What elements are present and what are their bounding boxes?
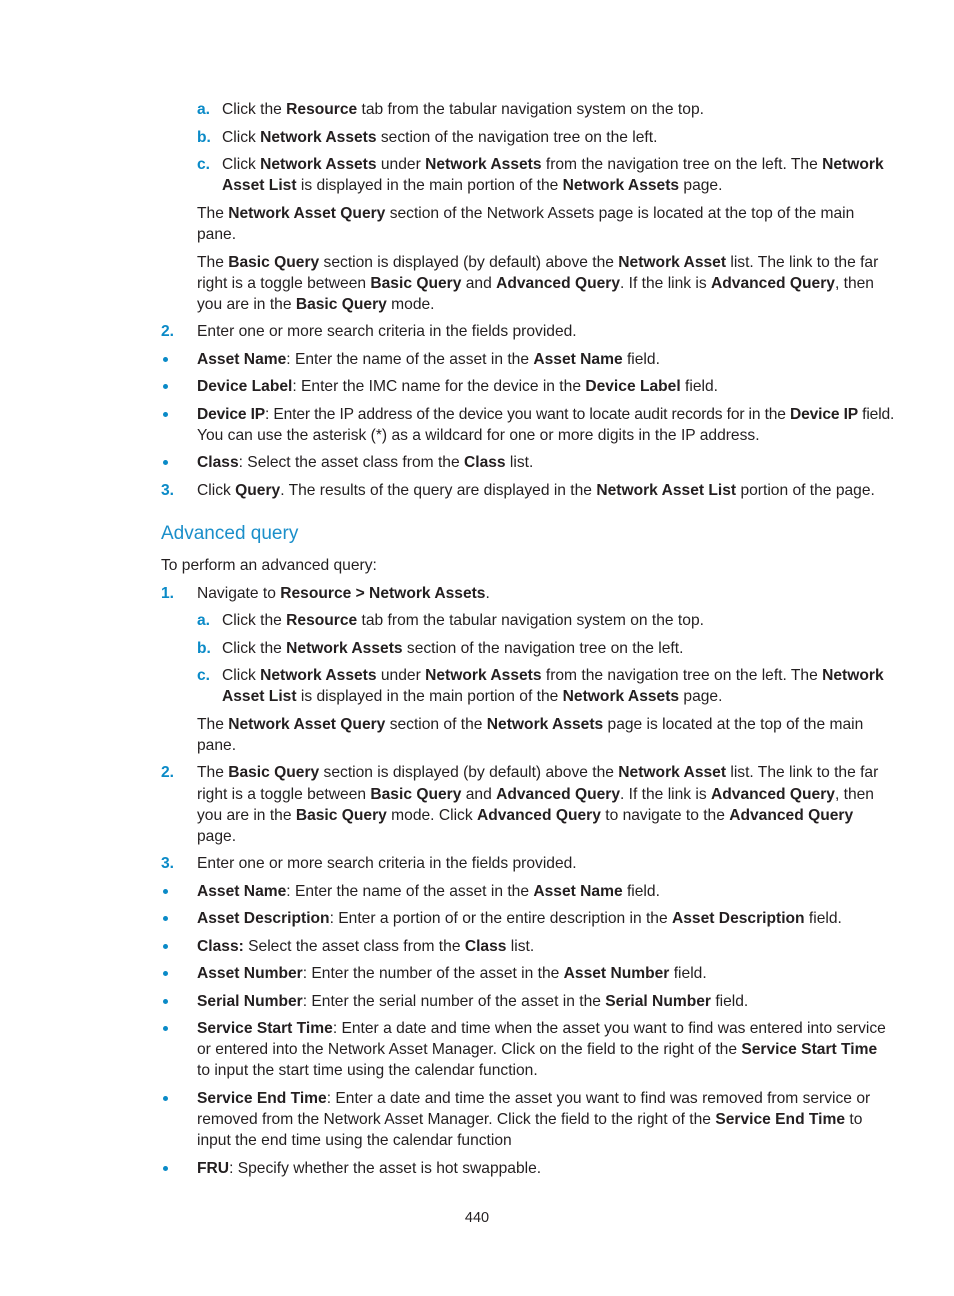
page-number: 440 <box>464 1210 490 1226</box>
bold-term: Advanced Query <box>711 275 835 292</box>
text-run: list. The link to the far <box>726 254 879 271</box>
bold-term: Network Asset <box>618 764 727 781</box>
text-run: is displayed in the main portion of the <box>296 688 563 705</box>
text-run: The <box>197 716 229 733</box>
text-run: is displayed in the main portion of the <box>296 177 563 194</box>
section-heading: Advanced query <box>161 523 299 544</box>
text-run: Enter one or more search criteria in the fields provided. <box>197 855 577 872</box>
bold-term: Resource <box>286 101 358 118</box>
bold-term: FRU <box>197 1160 230 1177</box>
bold-term: Asset List <box>222 177 297 194</box>
step-number: 1. <box>161 585 175 602</box>
bold-term: Asset Description <box>197 910 330 927</box>
step-number: 3. <box>161 482 175 499</box>
bullet-text <box>197 1039 877 1060</box>
text-run: to input the start time using the calendar function. <box>197 1062 538 1079</box>
bullet-icon <box>163 357 168 362</box>
bold-term: Asset Name <box>197 883 287 900</box>
step-text <box>197 805 853 826</box>
text-run: Click the <box>222 612 287 629</box>
text-run: . The results of the query are displayed in the <box>280 482 597 499</box>
paragraph-line <box>197 203 854 224</box>
text-run: . If the link is <box>620 786 712 803</box>
bullet-icon <box>163 999 168 1004</box>
substep-text <box>222 610 704 631</box>
text-run: field. <box>680 378 718 395</box>
step-text <box>197 826 236 847</box>
text-run: . <box>485 585 490 602</box>
bold-term: Class <box>464 938 507 955</box>
text-run: : Enter the name of the asset in the <box>286 883 534 900</box>
bold-term: Device IP <box>197 406 265 423</box>
substep-marker: a. <box>197 612 211 629</box>
bold-term: Device Label <box>585 378 681 395</box>
bold-term: Network Assets <box>562 177 680 194</box>
text-run: mode. Click <box>386 807 477 824</box>
text-run: Click <box>222 667 261 684</box>
bullet-text <box>197 881 660 902</box>
bold-term: Basic Query <box>370 786 462 803</box>
step-text <box>197 583 490 604</box>
bold-term: Network <box>822 156 884 173</box>
bullet-icon <box>163 384 168 389</box>
text-run: The <box>197 764 229 781</box>
text-run: you are in the <box>197 807 296 824</box>
text-run: . If the link is <box>620 275 712 292</box>
substep-text <box>222 99 704 120</box>
text-run: to navigate to the <box>600 807 730 824</box>
text-run: page is located at the top of the main <box>603 716 864 733</box>
text-run: : Enter the name of the asset in the <box>286 351 534 368</box>
text-run: Click the <box>222 640 287 657</box>
substep-marker: b. <box>197 129 211 146</box>
substep-marker: b. <box>197 640 211 657</box>
text-run: You can use the asterisk (*) as a wildcard for one or more digits in the IP address. <box>197 427 760 444</box>
bullet-icon <box>163 1026 168 1031</box>
text-run: right is a toggle between <box>197 275 371 292</box>
text-run: : Specify whether the asset is hot swappable. <box>229 1160 542 1177</box>
bullet-text <box>197 452 533 473</box>
text-run: Click <box>197 482 236 499</box>
text-run: from the navigation tree on the left. The <box>541 667 823 684</box>
text-run: : Select the asset class from the <box>238 454 464 471</box>
bold-term: Device IP <box>790 406 858 423</box>
text-run: Select the asset class from the <box>243 938 465 955</box>
text-run: field. <box>710 993 749 1010</box>
step-number: 2. <box>161 323 175 340</box>
bold-term: Network Asset List <box>596 482 737 499</box>
bold-term: Asset Name <box>533 883 623 900</box>
substep-text <box>222 154 884 175</box>
bullet-text <box>197 1060 538 1081</box>
bold-term: Basic Query <box>370 275 462 292</box>
bold-term: Basic Query <box>228 764 320 781</box>
bullet-text <box>197 991 748 1012</box>
text-run: Click <box>222 156 261 173</box>
text-run: under <box>376 156 426 173</box>
text-run: Click the <box>222 101 287 118</box>
text-run: input the end time using the calendar function <box>197 1132 512 1149</box>
text-run: from the navigation tree on the left. The <box>541 156 823 173</box>
substep-text <box>222 638 683 659</box>
text-run: page. <box>679 688 723 705</box>
step-text <box>197 762 878 783</box>
paragraph-line <box>197 714 863 735</box>
step-number: 3. <box>161 855 175 872</box>
text-run: : Enter the IMC name for the device in the <box>292 378 586 395</box>
text-run: : Enter a portion of or the entire description in the <box>329 910 672 927</box>
text-run: section of the <box>385 716 487 733</box>
bullet-text <box>197 1109 862 1130</box>
text-run: The <box>197 205 229 222</box>
text-run: page. <box>197 828 237 845</box>
paragraph-line <box>197 252 878 273</box>
bold-term: Asset Name <box>533 351 623 368</box>
text-run: field. <box>858 406 895 423</box>
text-run: field. <box>804 910 842 927</box>
bold-term: Network Assets <box>260 156 377 173</box>
paragraph-line <box>197 224 236 245</box>
step-text <box>197 480 875 501</box>
text-run: portion of the page. <box>736 482 875 499</box>
bold-term: Service End Time <box>715 1111 846 1128</box>
bold-term: Asset Number <box>563 965 670 982</box>
text-run: : Enter a date and time when the asset you want to find was entered into service <box>332 1020 886 1037</box>
bold-term: Network Assets <box>562 688 680 705</box>
text-run: field. <box>669 965 707 982</box>
paragraph-line <box>197 294 435 315</box>
bullet-icon <box>163 916 168 921</box>
bullet-text <box>197 376 718 397</box>
bullet-text <box>197 1018 886 1039</box>
text-run: : Enter the serial number of the asset in the <box>302 993 606 1010</box>
bold-term: Basic Query <box>295 807 387 824</box>
text-run: section of the navigation tree on the left. <box>376 129 658 146</box>
bold-term: Serial Number <box>197 993 303 1010</box>
text-run: Navigate to <box>197 585 281 602</box>
text-run: and <box>461 275 497 292</box>
text-run: field. <box>622 351 660 368</box>
text-run: under <box>376 667 426 684</box>
bold-term: Asset List <box>222 688 297 705</box>
bullet-icon <box>163 1166 168 1171</box>
bullet-text <box>197 1130 512 1151</box>
bold-term: Network Assets <box>260 667 377 684</box>
paragraph-line <box>197 735 236 756</box>
step-text <box>197 321 577 342</box>
bullet-icon <box>163 889 168 894</box>
bold-term: Query <box>235 482 281 499</box>
text-run: To perform an advanced query: <box>161 557 377 574</box>
bold-term: Network Assets <box>286 640 403 657</box>
bullet-icon <box>163 944 168 949</box>
bullet-icon <box>163 460 168 465</box>
bold-term: Basic Query <box>228 254 320 271</box>
bold-term: Class <box>463 454 506 471</box>
bullet-text <box>197 404 894 425</box>
text-run: Click <box>222 129 261 146</box>
bold-term: Serial Number <box>605 993 711 1010</box>
bold-term: Network Assets <box>425 667 542 684</box>
substep-marker: c. <box>197 667 211 684</box>
bullet-text <box>197 963 707 984</box>
text-run: you are in the <box>197 296 296 313</box>
bold-term: Asset Description <box>672 910 805 927</box>
bullet-icon <box>163 412 168 417</box>
text-run: section of the Network Assets page is located at the top of the main <box>385 205 855 222</box>
substep-marker: c. <box>197 156 211 173</box>
text-run: mode. <box>386 296 435 313</box>
text-run: list. <box>505 454 534 471</box>
substep-text <box>222 127 657 148</box>
bold-term: Network Assets <box>486 716 604 733</box>
bold-term: Service End Time <box>197 1090 327 1107</box>
text-run: pane. <box>197 737 237 754</box>
bold-term: Class <box>197 454 239 471</box>
substep-text <box>222 175 722 196</box>
substep-marker: a. <box>197 101 211 118</box>
text-run: Enter one or more search criteria in the fields provided. <box>197 323 577 340</box>
text-run: pane. <box>197 226 237 243</box>
text-run: to <box>845 1111 863 1128</box>
text-run: section is displayed (by default) above the <box>319 764 619 781</box>
bold-term: Asset Number <box>197 965 303 982</box>
step-number: 2. <box>161 764 175 781</box>
text-run: tab from the tabular navigation system on the top. <box>357 101 704 118</box>
bullet-text <box>197 425 760 446</box>
bullet-text <box>197 936 534 957</box>
bold-term: Advanced Query <box>729 807 854 824</box>
paragraph-line <box>197 273 874 294</box>
intro-text <box>161 555 377 576</box>
bold-term: Network Asset Query <box>228 205 386 222</box>
bold-term: Advanced Query <box>476 807 601 824</box>
bold-term: Service Start Time <box>197 1020 333 1037</box>
text-run: : Enter a date and time the asset you want to find was removed from service or <box>326 1090 871 1107</box>
text-run: list. The link to the far <box>726 764 879 781</box>
bold-term: Service Start Time <box>741 1041 878 1058</box>
bold-term: Device Label <box>197 378 293 395</box>
bold-term: Network Assets <box>260 129 377 146</box>
bold-term: Advanced Query <box>711 786 835 803</box>
text-run: : Enter the IP address of the device you want to locate audit records for in the <box>265 406 790 423</box>
bold-term: Network Asset <box>618 254 727 271</box>
substep-text <box>222 665 884 686</box>
text-run: list. <box>506 938 535 955</box>
bullet-text <box>197 1158 541 1179</box>
bold-term: Network Assets <box>425 156 542 173</box>
bold-term: Class: <box>197 938 244 955</box>
bold-term: Network Asset Query <box>228 716 386 733</box>
text-run: page. <box>679 177 723 194</box>
text-run: , then <box>834 275 874 292</box>
bullet-text <box>197 349 660 370</box>
text-run: , then <box>834 786 874 803</box>
bold-term: Resource > Network Assets <box>280 585 486 602</box>
bullet-text <box>197 908 842 929</box>
step-text <box>197 784 874 805</box>
text-run: removed from the Network Asset Manager. Click the field to the right of the <box>197 1111 716 1128</box>
substep-text <box>222 686 722 707</box>
text-run: section is displayed (by default) above the <box>319 254 619 271</box>
text-run: and <box>461 786 497 803</box>
text-run: or entered into the Network Asset Manager. Click on the field to the right of the <box>197 1041 742 1058</box>
text-run: section of the navigation tree on the left. <box>402 640 684 657</box>
bold-term: Resource <box>286 612 358 629</box>
step-text <box>197 853 577 874</box>
text-run: The <box>197 254 229 271</box>
bold-term: Advanced Query <box>496 786 621 803</box>
bold-term: Basic Query <box>295 296 387 313</box>
bold-term: Network <box>822 667 884 684</box>
bullet-icon <box>163 971 168 976</box>
text-run: : Enter the number of the asset in the <box>302 965 564 982</box>
bullet-icon <box>163 1096 168 1101</box>
text-run: tab from the tabular navigation system on the top. <box>357 612 704 629</box>
text-run: field. <box>622 883 660 900</box>
text-run: right is a toggle between <box>197 786 371 803</box>
bold-term: Asset Name <box>197 351 287 368</box>
bullet-text <box>197 1088 870 1109</box>
bold-term: Advanced Query <box>496 275 621 292</box>
